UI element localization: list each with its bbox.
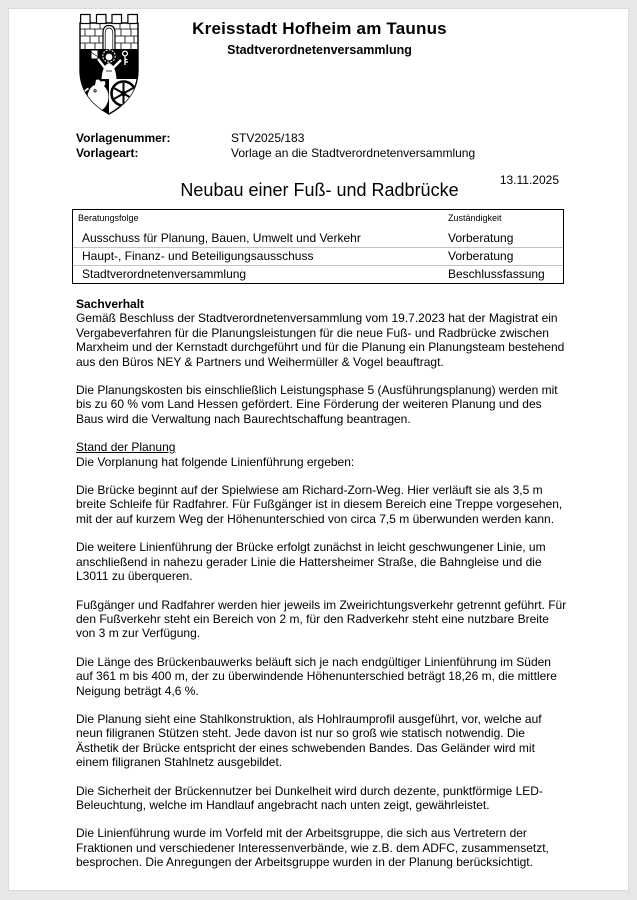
row-role: Beschlussfassung xyxy=(448,267,545,281)
section-heading-stand-der-planung: Stand der Planung xyxy=(76,440,176,455)
table-row xyxy=(73,230,563,247)
row-body: Ausschuss für Planung, Bauen, Umwelt und Verkehr xyxy=(82,231,361,245)
row-body: Stadtverordnetenversammlung xyxy=(82,267,247,281)
table-row xyxy=(73,265,563,283)
row-role: Vorberatung xyxy=(448,249,514,263)
header-beratungsfolge: Beratungsfolge xyxy=(78,213,139,223)
paragraph: Die Sicherheit der Brückennutzer bei Dunkelheit wird durch dezente, punktförmige LED-Beleuchtung, welche im Handlauf angebracht nach unten zeigt, gewährleistet. xyxy=(76,783,543,812)
paragraph: Die Vorplanung hat folgende Linienführung ergeben: xyxy=(76,454,355,469)
paragraph: Die Planungskosten bis einschließlich Leistungsphase 5 (Ausführungsplanung) werden mit bis zu 60 % vom Land Hessen gefördert. Eine Förderung der weiteren Planung und des Baus wird die Verwaltung nach Baurechtschaffung beantragen. xyxy=(76,383,558,426)
org-department: Stadtverordnetenversammlung xyxy=(227,43,412,57)
paragraph: Die Brücke beginnt auf der Spielwiese am Richard-Zorn-Weg. Hier verläuft sie als 3,5 m breite Schleife für Radfahrer. Für Fußgänger ist in diesem Bereich eine Treppe vorgesehen, mit der auf kurzem Weg der Höhenunterschied von circa 7,5 m überwunden werden kann. xyxy=(76,483,563,526)
table-row xyxy=(73,247,563,265)
paragraph: Die Linienführung wurde im Vorfeld mit der Arbeitsgruppe, die sich aus Vertretern der Fraktionen und verschiedener Interessenverbände, wie z.B. dem ADFC, zusammensetzt, besprochen. Die Anregungen der Arbeitsgruppe wurden in der Planung berücksichtigt. xyxy=(76,826,549,870)
consultation-table-header xyxy=(73,210,563,230)
org-name: Kreisstadt Hofheim am Taunus xyxy=(192,19,447,38)
document-date: 13.11.2025 xyxy=(499,173,559,187)
paragraph: Fußgänger und Radfahrer werden hier jeweils im Zweirichtungsverkehr getrennt geführt. Für den Fußverkehr steht ein Bereich von 2 m, für den Radverkehr steht eine nutzbare Breite von 3 m zur Verfügung. xyxy=(76,597,567,641)
vorlageart-label: Vorlageart: xyxy=(76,145,139,160)
row-role: Vorberatung xyxy=(448,231,514,245)
row-body: Haupt-, Finanz- und Beteiligungsausschuss xyxy=(82,249,314,263)
document-body xyxy=(76,297,568,884)
paragraph: Die Länge des Brückenbauwerks beläuft sich je nach endgültiger Linienführung im Süden auf 361 m bis 400 m, der zu überwindende Höhenunterschied beträgt 18,26 m, die mittlere Neigung beträgt 4,6 %. xyxy=(76,654,557,698)
document-page xyxy=(8,8,629,891)
vorlagenummer-label: Vorlagenummer: xyxy=(76,131,171,145)
header-zustaendigkeit: Zuständigkeit xyxy=(448,213,502,223)
document-title: Neubau einer Fuß- und Radbrücke xyxy=(180,180,459,200)
meta-row-vorlageart xyxy=(76,146,559,161)
meta-row-vorlagenummer xyxy=(76,131,559,146)
paragraph: Gemäß Beschluss der Stadtverordnetenversammlung vom 19.7.2023 hat der Magistrat ein Vergabeverfahren für die Planungsleistungen für die neue Fuß- und Radbrücke zwischen Marxheim und der Kernstadt durchgeführt und für die Planung ein Planungsteam bestehend aus den Büros NEY & Partners und Weihermüller & Vogel beauftragt. xyxy=(76,311,565,369)
paragraph: Die Planung sieht eine Stahlkonstruktion, als Hohlraumprofil ausgeführt, vor, welche auf neun filigranen Stützen steht. Jede davon ist nur so groß wie statisch notwendig. Die Ästhetik der Brücke entspricht der eines schwebenden Bandes. Das Geländer wird mit einem filigranen Stahlnetz ausgebildet. xyxy=(76,711,542,770)
paragraph: Die weitere Linienführung der Brücke erfolgt zunächst in leicht geschwungener Linie, um anschließend in nahezu gerader Linie die Hattersheimer Straße, die Bahngleise und die L3011 zu überqueren. xyxy=(76,540,546,584)
vorlageart-value: Vorlage an die Stadtverordnetenversammlung xyxy=(231,145,476,160)
consultation-table xyxy=(72,209,564,284)
section-heading-sachverhalt: Sachverhalt xyxy=(76,297,145,311)
vorlagenummer-value: STV2025/183 xyxy=(231,131,305,145)
letterhead xyxy=(9,19,630,57)
